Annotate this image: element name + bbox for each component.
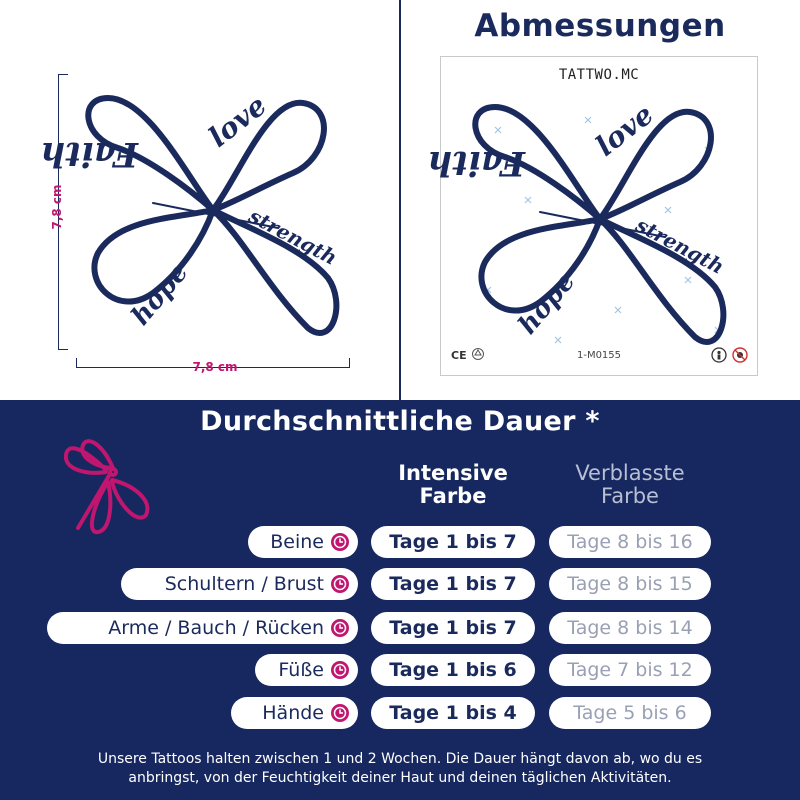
body-part-label: Schultern / Brust	[164, 573, 324, 595]
duration-footnote	[20, 750, 780, 788]
tattoo-word-love: love	[202, 88, 273, 154]
body-part-pill	[47, 612, 358, 644]
tattoo-word-hope: hope	[125, 257, 195, 332]
faded-duration-pill: Tage 8 bis 15	[549, 568, 711, 600]
clock-icon	[330, 660, 350, 680]
sheet-product-code: 1-M0155	[576, 350, 622, 361]
duration-section	[0, 400, 800, 800]
footnote-line-2: anbringst, von der Feuchtigkeit deiner Haut und deinen täglichen Aktivitäten.	[128, 770, 672, 786]
body-part-label: Hände	[262, 702, 324, 724]
body-part-label: Beine	[270, 531, 324, 553]
body-part-pill	[121, 568, 358, 600]
duration-row	[0, 697, 800, 729]
column-header-faded-line2: Farbe	[601, 484, 659, 508]
tattoo-word-faith: Faith	[40, 134, 138, 174]
no-pregnancy-icon	[732, 347, 748, 363]
tattoo-word-strength: strength	[245, 203, 342, 270]
column-header-faded	[545, 462, 715, 508]
body-part-label: Füße	[278, 659, 324, 681]
body-part-pill	[231, 697, 358, 729]
dragonfly-icon	[58, 430, 158, 540]
sheet-word-hope: hope	[512, 266, 582, 341]
faded-duration-pill: Tage 8 bis 16	[549, 526, 711, 558]
column-header-intensive	[368, 462, 538, 508]
intensive-duration-pill: Tage 1 bis 7	[371, 568, 535, 600]
width-dimension-label: 7,8 cm	[192, 360, 238, 374]
sheet-word-love: love	[589, 97, 660, 163]
intensive-duration-pill: Tage 1 bis 6	[371, 654, 535, 686]
height-dimension-label: 7,8 cm	[50, 184, 64, 230]
clock-icon	[330, 703, 350, 723]
body-part-label: Arme / Bauch / Rücken	[108, 617, 324, 639]
duration-row	[0, 526, 800, 558]
faded-duration-pill: Tage 7 bis 12	[549, 654, 711, 686]
body-part-pill	[255, 654, 358, 686]
column-header-intensive-line2: Farbe	[419, 484, 487, 508]
body-part-pill	[248, 526, 358, 558]
duration-row	[0, 654, 800, 686]
column-header-faded-line1: Verblasste	[575, 461, 685, 485]
footnote-line-1: Unsere Tattoos halten zwischen 1 und 2 Wochen. Die Dauer hängt davon ab, wo du es	[97, 751, 703, 767]
age-warning-icon	[711, 347, 727, 363]
sheet-word-strength: strength	[632, 212, 729, 279]
sheet-brand: TATTWO.MC	[558, 67, 640, 83]
intensive-duration-pill: Tage 1 bis 7	[371, 526, 535, 558]
ce-mark: CE	[451, 349, 467, 362]
section-divider	[399, 0, 401, 400]
faded-duration-pill: Tage 8 bis 14	[549, 612, 711, 644]
duration-row	[0, 612, 800, 644]
clock-icon	[330, 574, 350, 594]
tattoo-sheet-preview	[427, 56, 758, 376]
sheet-word-faith: Faith	[427, 143, 525, 183]
column-header-intensive-line1: Intensive	[398, 461, 508, 485]
intensive-duration-pill: Tage 1 bis 4	[371, 697, 535, 729]
intensive-duration-pill: Tage 1 bis 7	[371, 612, 535, 644]
clock-icon	[330, 618, 350, 638]
dimensions-title: Abmessungen	[474, 8, 726, 44]
duration-row	[0, 568, 800, 600]
faded-duration-pill: Tage 5 bis 6	[549, 697, 711, 729]
clock-icon	[330, 532, 350, 552]
duration-title: Durchschnittliche Dauer *	[200, 406, 600, 437]
